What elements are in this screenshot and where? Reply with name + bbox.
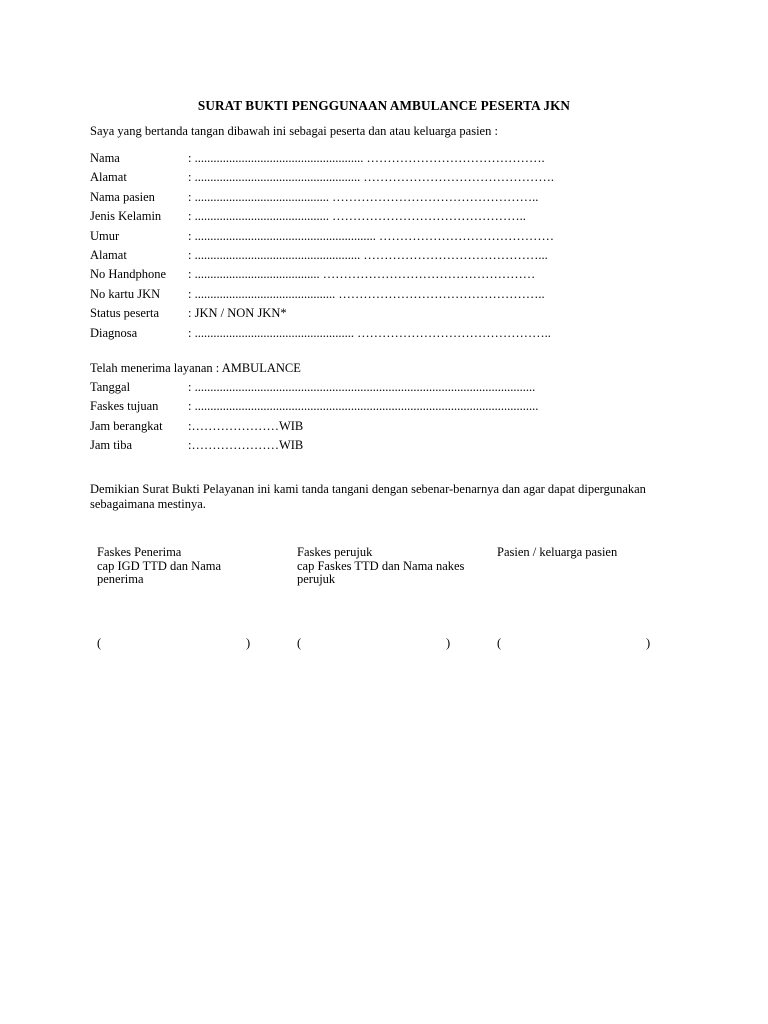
field-label: Jenis Kelamin xyxy=(90,209,162,224)
field-value: : ........................................ …………………………………………… xyxy=(188,267,536,282)
field-value: : ........................................... ………………………………………….. xyxy=(188,189,539,204)
service-value: : ............................................................................................................. xyxy=(188,380,536,394)
field-label: No kartu JKN xyxy=(90,286,161,301)
field-value: : .......................................................... …………………………………… xyxy=(188,228,554,243)
signature-close-paren: ) xyxy=(646,636,651,650)
closing-statement: Demikian Surat Bukti Pelayanan ini kami tanda tangani dengan sebenar-benarnya dan agar dapat dipergunakan sebagaimana mestinya. xyxy=(90,482,646,511)
signature-open-paren: ( xyxy=(297,636,302,650)
field-value: : ........................................... ……………………………………….. xyxy=(188,209,526,224)
signature-open-paren: ( xyxy=(497,636,502,650)
service-label: Faskes tujuan xyxy=(90,399,159,414)
service-received-text: Telah menerima layanan : AMBULANCE xyxy=(90,361,301,375)
signature-block-patient xyxy=(497,546,687,560)
field-label: Alamat xyxy=(90,170,127,185)
field-value: : JKN / NON JKN* xyxy=(188,306,287,321)
field-value: : ...................................................... ……………………………………. xyxy=(188,151,545,165)
service-value: :…………………WIB xyxy=(188,438,304,453)
signature-title: Pasien / keluarga pasien xyxy=(497,545,618,559)
signature-close-paren: ) xyxy=(246,636,251,650)
signature-block-referrer xyxy=(297,546,487,587)
field-label: Nama pasien xyxy=(90,189,155,204)
document-title: SURAT BUKTI PENGGUNAAN AMBULANCE PESERTA JKN xyxy=(197,98,571,113)
signature-note: perujuk xyxy=(297,572,336,586)
service-value: :…………………WIB xyxy=(188,418,304,433)
field-label: Status peserta xyxy=(90,306,160,321)
signature-open-paren: ( xyxy=(97,636,102,650)
signature-close-paren: ) xyxy=(446,636,451,650)
signature-title: Faskes perujuk xyxy=(297,545,373,559)
intro-text: Saya yang bertanda tangan dibawah ini sebagai peserta dan atau keluarga pasien : xyxy=(90,124,498,138)
service-label: Jam berangkat xyxy=(90,418,163,433)
field-label: Alamat xyxy=(90,247,127,262)
service-label: Jam tiba xyxy=(90,438,133,453)
signature-note: penerima xyxy=(97,572,144,586)
service-value: : .............................................................................................................. xyxy=(188,399,539,414)
signature-block-receiver xyxy=(97,546,287,587)
signature-title: Faskes Penerima xyxy=(97,545,182,559)
field-label: Nama xyxy=(90,151,120,165)
field-label: Umur xyxy=(90,228,120,243)
field-label: Diagnosa xyxy=(90,325,138,340)
field-label: No Handphone xyxy=(90,267,167,282)
signature-note: cap IGD TTD dan Nama xyxy=(97,558,222,573)
field-value: : ..................................................... ……………………………………... xyxy=(188,247,548,262)
service-label: Tanggal xyxy=(90,380,131,394)
signature-note: cap Faskes TTD dan Nama nakes xyxy=(297,558,465,573)
field-value: : ................................................... ……………………………………….. xyxy=(188,325,551,340)
field-value: : ............................................. ………………………………………….. xyxy=(188,286,545,301)
field-value: : ..................................................... ………………………………………. xyxy=(188,170,554,185)
